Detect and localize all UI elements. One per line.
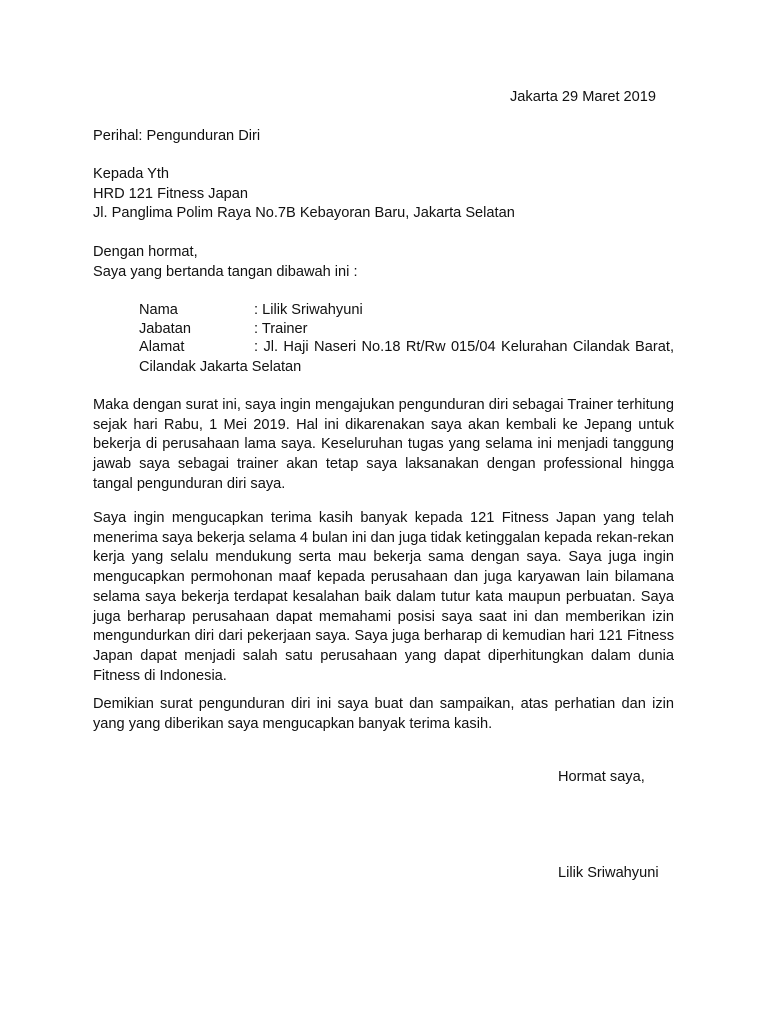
letter-subject: Perihal: Pengunduran Diri [93, 128, 261, 144]
closing: Hormat saya, [558, 769, 645, 785]
recipient-name: HRD 121 Fitness Japan [93, 186, 248, 202]
detail-address-row [139, 338, 674, 377]
detail-name-row [139, 300, 363, 320]
recipient-salutation: Kepada Yth [93, 166, 170, 182]
detail-position-label: Jabatan [139, 321, 191, 337]
detail-position-value: : Trainer [254, 321, 308, 337]
letter-date: Jakarta 29 Maret 2019 [510, 89, 657, 105]
signatory-name: Lilik Sriwahyuni [558, 865, 659, 881]
detail-address-label: Alamat [139, 339, 185, 355]
intro-line: Saya yang bertanda tangan dibawah ini : [93, 264, 358, 280]
detail-name-value: : Lilik Sriwahyuni [254, 302, 363, 318]
greeting: Dengan hormat, [93, 244, 198, 260]
recipient-address: Jl. Panglima Polim Raya No.7B Kebayoran Baru, Jakarta Selatan [93, 205, 515, 221]
detail-position-row [139, 319, 308, 339]
body-paragraph-3: Demikian surat pengunduran diri ini saya buat dan sampaikan, atas perhatian dan izin yang yang diberikan saya mengucapkan banyak terima kasih. [93, 696, 674, 732]
body-paragraph-2: Saya ingin mengucapkan terima kasih banyak kepada 121 Fitness Japan yang telah menerima saya bekerja selama 4 bulan ini dan juga tidak ketinggalan kepada rekan-rekan kerja yang selalu mendukung serta mau bekerja sama dengan saya. Saya juga ingin mengucapkan permohonan maaf kepada perusahaan dan juga karyawan lain bilamana selama saya bekerja terdapat kesalahan baik dalam tutur kata maupun perbuatan. Saya juga berharap perusahaan dapat memahami posisi saya saat ini dan memberikan izin mengundurkan diri dari pekerjaan saya. Saya juga berharap di kemudian hari 121 Fitness Japan dapat menjadi salah satu perusahaan yang dapat diperhitungkan dalam dunia Fitness di Indonesia. [93, 510, 674, 684]
detail-address-value: : Jl. Haji Naseri No.18 Rt/Rw 015/04 Kelurahan Cilandak Barat, Cilandak Jakarta Selatan [139, 339, 674, 375]
detail-name-label: Nama [139, 302, 178, 318]
body-paragraph-1: Maka dengan surat ini, saya ingin mengajukan pengunduran diri sebagai Trainer terhitung sejak hari Rabu, 1 Mei 2019. Hal ini dikarenakan saya akan kembali ke Jepang untuk bekerja di perusahaan lama saya. Keseluruhan tugas yang selama ini menjadi tanggung jawab saya sebagai trainer akan tetap saya laksanakan dengan professional hingga tangal pengunduran diri saya. [93, 397, 674, 492]
